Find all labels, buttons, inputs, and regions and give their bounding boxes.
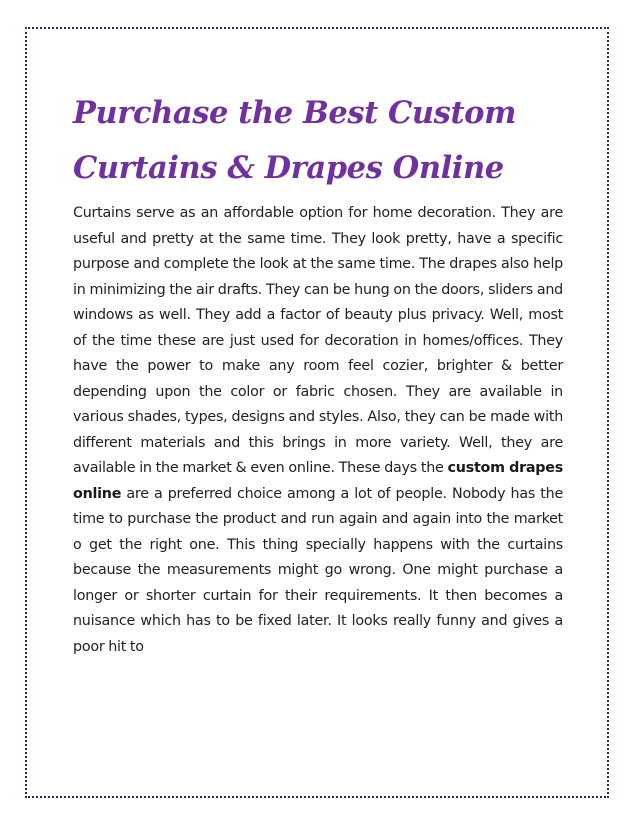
body-paragraph: [73, 201, 563, 660]
body-text-end: are a preferred choice among a lot of people. Nobody has the time to purchase the product and run again and again into the market o get the right one. This thing specially happens with the curtains because the measurements might go wrong. One might purchase a longer or shorter curtain for their requirements. It then becomes a nuisance which has to be fixed later. It looks really funny and gives a poor hit to: [73, 485, 563, 655]
document-content: [73, 86, 563, 660]
title-line-1: Purchase the Best Custom: [73, 95, 516, 131]
title-line-2: Curtains & Drapes Online: [73, 150, 504, 186]
body-text-start: Curtains serve as an affordable option for home decoration. They are useful and pretty at the same time. They look pretty, have a specific purpose and complete the look at the same time. The drapes also help in minimizing the air drafts. They can be hung on the doors, sliders and windows as well. They add a factor of beauty plus privacy. Well, most of the time these are just used for decoration in homes/offices. They have the power to make any room feel cozier, brighter & better depending upon the color or fabric chosen. They are available in various shades, types, designs and styles. Also, they can be made with different materials and this brings in more variety. Well, they are available in the market & even online. These days the: [73, 205, 563, 476]
custom-drapes-keyword: custom drapes online: [73, 460, 563, 502]
document-title: [73, 86, 563, 196]
